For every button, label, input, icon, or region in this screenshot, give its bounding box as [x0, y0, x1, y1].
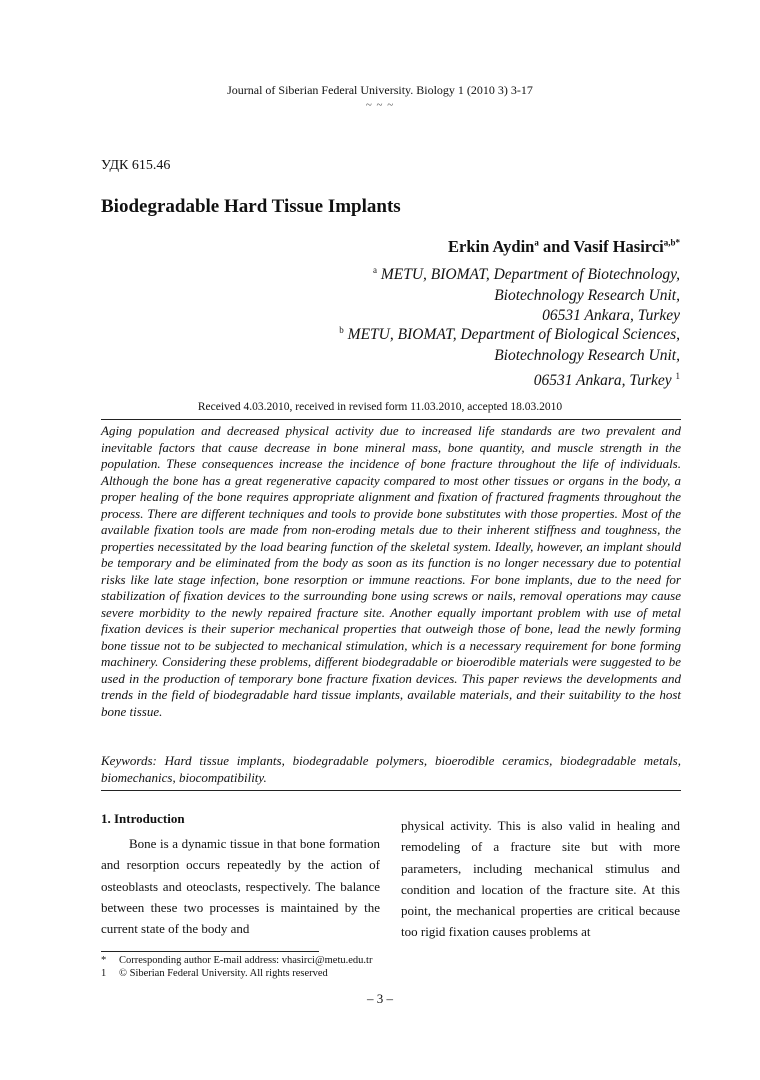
body-column-left	[101, 833, 380, 939]
affiliation-line: METU, BIOMAT, Department of Biological Sciences,	[347, 326, 680, 344]
footnote	[101, 967, 328, 980]
body-paragraph: physical activity. This is also valid in healing and remodeling of a fracture site but with more parameters, including mechanical stimulus and condition and location of the fracture site. At this point, the mechanical properties are critical because too rigid fixation causes problems at	[401, 818, 680, 940]
affiliation-b	[339, 320, 680, 392]
author-affiliation-mark: a,b*	[663, 237, 680, 248]
section-heading: 1. Introduction	[101, 811, 185, 826]
affiliation-mark: a	[372, 265, 377, 275]
footnote	[101, 954, 372, 967]
journal-header: Journal of Siberian Federal University. Biology 1 (2010 3) 3-17	[227, 83, 533, 97]
body-column-right	[401, 815, 680, 943]
footnote-mark: *	[101, 955, 107, 966]
affiliation-line: METU, BIOMAT, Department of Biotechnology,	[380, 266, 680, 284]
keywords: Keywords: Hard tissue implants, biodegradable polymers, bioerodible ceramics, biodegradable metals, biomechanics, biocompatibility.	[101, 753, 681, 785]
affiliation-line: Biotechnology Research Unit,	[494, 286, 680, 304]
author-line	[448, 237, 680, 257]
divider	[101, 790, 681, 791]
footnote-mark: 1	[101, 968, 107, 979]
footnote-text: Corresponding author E-mail address: vhasirci@metu.edu.tr	[119, 955, 373, 966]
abstract: Aging population and decreased physical activity due to increased life standards are two prevalent and inevitable factors that cause decrease in bone mineral mass, bone quantity, and muscle strength in the population. These consequences increase the incidence of bone fracture throughout the life of individuals. Although the bone has a great regenerative capacity compared to most other tissues or organs in the body, a proper healing of the bone requires appropriate alignment and fixation of fractured fragments throughout the process. There are different techniques and tools to provide bone substitutes with those properties. Most of the available fixation tools are made from non-eroding metals due to their inherent stiffness and toughness, the properties necessitated by the load bearing function of the skeletal system. Ideally, however, an implant should be temporary and be eliminated from the body as soon as its function is no longer necessary due to potential risks like late stage infection, bone resorption or immune reactions. For bone implants, due to the need for stabilization of fixation devices to the surrounding bone using screws or nails, removal operations may cause severe morbidity to the newly repaired fracture site. Another equally important problem with use of metal fixation devices is their superior mechanical properties that outweigh those of bone, lead the newly forming bone tissue not to be subjected to mechanical stimulation, which is a necessary requirement for bone forming machinery. Considering these problems, different biodegradable or bioerodible materials were suggested to be used in the production of temporary bone fracture fixation devices. This paper reviews the developments and trends in the field of biodegradable hard tissue implants, available materials, and their suitability to the host bone tissue.	[101, 423, 681, 719]
author-name: Erkin Aydin	[448, 237, 535, 256]
page-number: – 3 –	[367, 991, 393, 1006]
affiliation-line: 06531 Ankara, Turkey	[533, 372, 672, 390]
footnote-mark: 1	[675, 371, 680, 382]
affiliation-a	[373, 260, 680, 327]
author-name: Vasif Hasirci	[573, 237, 664, 256]
author-conjunction: and	[538, 237, 574, 256]
affiliation-line: 06531 Ankara, Turkey	[542, 307, 680, 325]
affiliation-line: Biotechnology Research Unit,	[494, 346, 680, 364]
divider	[101, 419, 681, 420]
author-affiliation-mark: a	[534, 237, 539, 248]
udk-code: УДК 615.46	[101, 158, 171, 173]
received-dates: Received 4.03.2010, received in revised form 11.03.2010, accepted 18.03.2010	[197, 401, 563, 413]
header-ornament: ~ ~ ~	[365, 99, 395, 111]
paper-title: Biodegradable Hard Tissue Implants	[101, 196, 401, 217]
affiliation-mark: b	[339, 325, 344, 335]
footnote-text: © Siberian Federal University. All rights reserved	[119, 968, 328, 979]
body-paragraph: Bone is a dynamic tissue in that bone formation and resorption occurs repeatedly by the action of osteoblasts and oteoclasts, respectively. The balance between these two processes is maintained by the current state of the body and	[101, 836, 380, 937]
footnote-divider	[101, 951, 319, 952]
